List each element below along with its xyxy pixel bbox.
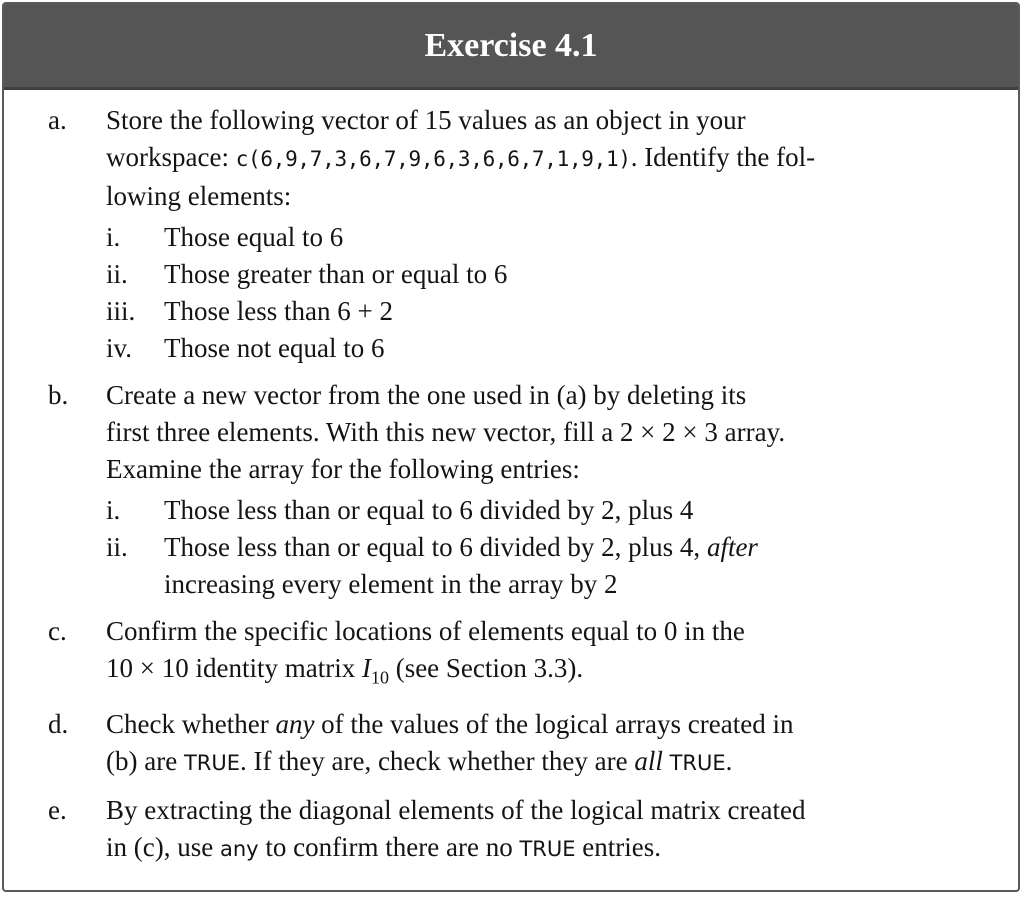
- part-a-line-2: [106, 139, 978, 178]
- vector-code: c(6,9,7,3,6,7,9,6,3,6,6,7,1,9,1): [235, 147, 631, 171]
- part-b-item-i: [106, 492, 978, 529]
- part-c-line-2-tail: (see Section 3.3).: [388, 653, 584, 683]
- part-d-line-1-text: Check whether: [106, 709, 276, 740]
- part-e-line-2-text: in (c), use: [106, 832, 220, 863]
- part-c-line-2-text: 10 × 10 identity matrix: [106, 653, 362, 683]
- part-d-line-2-end: .: [725, 746, 733, 777]
- part-c-body: [106, 613, 978, 696]
- part-a-line-2-text: workspace:: [106, 142, 236, 172]
- item-text: [164, 529, 978, 603]
- item-label: ii.: [106, 259, 128, 289]
- part-d-line-2-text: (b) are: [106, 746, 184, 777]
- item-label: i.: [106, 222, 121, 252]
- part-e-label: e.: [48, 795, 67, 826]
- part-e: [48, 792, 978, 868]
- true-keyword: TRUE: [669, 751, 726, 776]
- item-text-cont: increasing every element in the array by 2: [164, 569, 618, 599]
- exercise-box: [2, 2, 1020, 892]
- true-keyword: TRUE: [183, 751, 241, 776]
- item-text: Those not equal to 6: [164, 333, 385, 363]
- part-b: [48, 377, 978, 603]
- part-e-line-2-mid: to confirm there are no: [258, 832, 520, 863]
- item-text: Those greater than or equal to 6: [164, 259, 508, 289]
- part-e-line-1: By extracting the diagonal elements of the logical matrix created: [106, 795, 806, 826]
- item-text: Those less than 6 + 2: [164, 296, 393, 326]
- part-d-line-1: [106, 706, 978, 743]
- part-e-line-2: [106, 829, 978, 868]
- part-b-label: b.: [48, 380, 69, 410]
- item-text: Those equal to 6: [164, 222, 344, 252]
- part-d-line-2: [106, 743, 978, 782]
- part-a-items: [106, 219, 978, 367]
- item-label: ii.: [106, 532, 128, 562]
- part-c-label: c.: [48, 616, 67, 646]
- emphasis-after: after: [706, 532, 758, 562]
- part-d-label: d.: [48, 709, 69, 740]
- identity-matrix-subscript: 10: [370, 667, 389, 688]
- part-c-line-2: [106, 650, 978, 696]
- part-a-body: [106, 102, 978, 367]
- exercise-title: Exercise 4.1: [424, 26, 598, 64]
- any-keyword: any: [219, 837, 259, 862]
- part-b-line-1: Create a new vector from the one used in (a) by deleting its: [106, 380, 747, 410]
- part-b-body: [106, 377, 978, 603]
- emphasis-any: any: [275, 709, 315, 740]
- part-d-line-1-tail: of the values of the logical arrays created in: [314, 709, 794, 740]
- part-b-line-2: first three elements. With this new vector, fill a 2 × 2 × 3 array.: [106, 417, 786, 447]
- true-keyword: TRUE: [519, 837, 576, 862]
- part-d-line-2-mid: . If they are, check whether they are: [240, 746, 635, 777]
- part-a-line-2-tail: . Identify the fol-: [630, 142, 816, 172]
- part-b-line-3: Examine the array for the following entries:: [106, 454, 580, 484]
- item-label: iii.: [106, 296, 136, 326]
- part-a-item-i: [106, 219, 978, 256]
- space: [663, 746, 670, 776]
- exercise-header: [4, 4, 1018, 90]
- part-a-item-iv: [106, 330, 978, 367]
- item-label: i.: [106, 495, 121, 525]
- part-a-item-iii: [106, 293, 978, 330]
- part-e-body: [106, 792, 978, 868]
- part-a-line-3: lowing elements:: [106, 181, 292, 211]
- part-a-item-ii: [106, 256, 978, 293]
- emphasis-all: all: [634, 746, 663, 777]
- part-a-line-1: Store the following vector of 15 values as an object in your: [106, 105, 746, 135]
- part-d: [48, 706, 978, 782]
- identity-matrix-symbol: I: [361, 653, 371, 683]
- exercise-content: [4, 90, 1018, 868]
- part-a: [48, 102, 978, 367]
- part-b-items: [106, 492, 978, 603]
- part-c: [48, 613, 978, 696]
- part-c-line-1: Confirm the specific locations of elements equal to 0 in the: [106, 616, 745, 646]
- part-d-body: [106, 706, 978, 782]
- item-text-main: Those less than or equal to 6 divided by 2, plus 4,: [164, 532, 707, 562]
- part-b-item-ii: [106, 529, 978, 603]
- part-e-line-2-end: entries.: [575, 832, 662, 863]
- item-label: iv.: [106, 333, 132, 363]
- item-text: Those less than or equal to 6 divided by 2, plus 4: [164, 495, 694, 525]
- part-a-label: a.: [48, 105, 67, 135]
